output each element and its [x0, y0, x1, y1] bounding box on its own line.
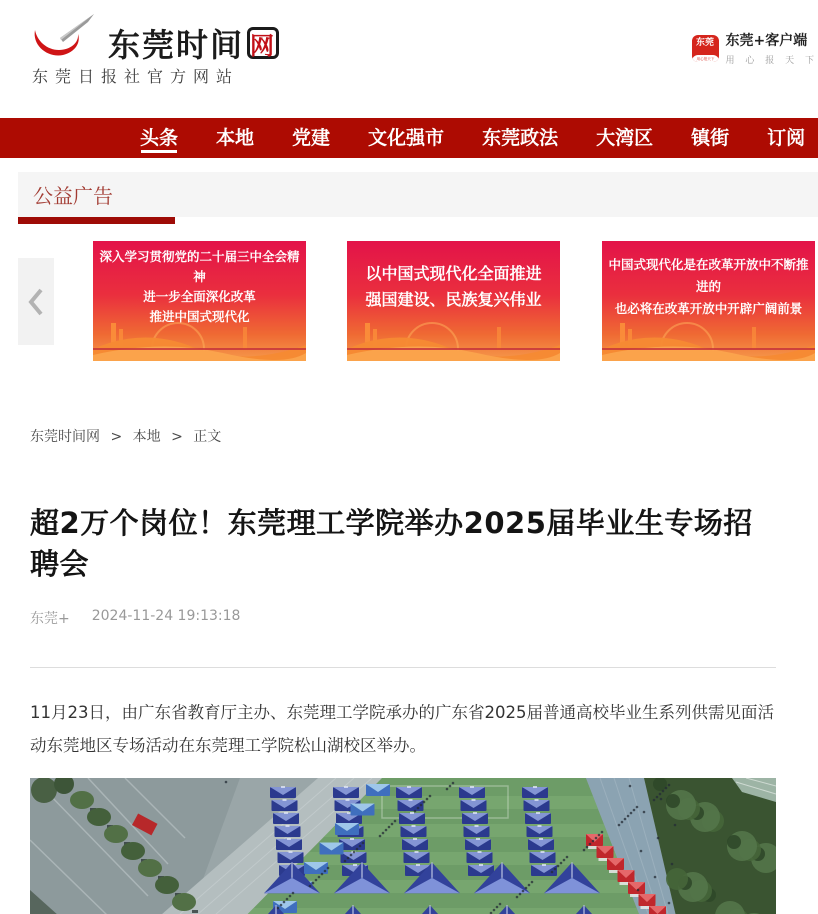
ad-banner-2[interactable]: [347, 241, 560, 361]
main-nav: [0, 118, 818, 158]
banner-1-line-3: 推进中国式现代化: [149, 309, 250, 324]
nav-item-subscribe[interactable]: 订阅: [767, 127, 806, 149]
nav-item-headlines[interactable]: 头条: [140, 118, 178, 158]
nav-item-bay-area[interactable]: 大湾区: [596, 127, 654, 149]
site-header: [0, 0, 818, 118]
app-slogan: 用 心 报 天 下: [725, 56, 818, 66]
app-icon-subtext: 用心报天下: [696, 55, 715, 61]
nav-item-culture[interactable]: 文化强市: [368, 127, 445, 149]
banner-1-line-2: 进一步全面深化改革: [143, 289, 256, 304]
breadcrumb-separator: >: [110, 429, 123, 445]
banner-1-line-1: 深入学习贯彻党的二十届三中全会精神: [99, 249, 300, 284]
article-paragraph: 11月23日，由广东省教育厅主办、东莞理工学院承办的广东省2025届普通高校毕业生系列供需见面活动东莞地区专场活动在东莞理工学院松山湖校区举办。: [30, 703, 774, 755]
ad-section-header: [18, 172, 818, 217]
logo-text-main: 东莞时间: [108, 26, 245, 64]
nav-item-towns[interactable]: 镇街: [691, 127, 730, 149]
breadcrumb-separator: >: [171, 429, 183, 445]
nav-item-party[interactable]: 党建: [292, 127, 331, 149]
nav-item-law[interactable]: 东莞政法: [482, 127, 559, 149]
ad-carousel: [0, 217, 818, 386]
ad-section-title: 公益广告: [33, 184, 113, 208]
chevron-left-icon: [23, 282, 49, 322]
ad-banner-1[interactable]: [93, 241, 306, 361]
app-icon-text: 东莞: [696, 37, 715, 48]
article-title: 超2万个岗位！东莞理工学院举办2025届毕业生专场招聘会: [30, 506, 753, 581]
app-icon: [692, 35, 719, 62]
app-name: 东莞+客户端: [725, 33, 808, 49]
carousel-prev-button[interactable]: [18, 258, 54, 345]
article: [30, 503, 776, 914]
banner-3-line-2: 也必将在改革开放中开辟广阔前景: [614, 301, 803, 316]
article-divider: [30, 667, 776, 668]
article-photo: [30, 778, 776, 914]
banner-2-line-2: 强国建设、民族复兴伟业: [365, 290, 542, 309]
article-timestamp: 2024-11-24 19:13:18: [91, 608, 241, 624]
ad-banner-3[interactable]: [602, 241, 815, 361]
breadcrumb: [30, 426, 818, 445]
banner-3-line-1: 中国式现代化是在改革开放中不断推进的: [608, 257, 809, 294]
logo-swoosh-icon: [30, 12, 100, 60]
article-photo-svg: [30, 778, 776, 914]
banner-2-line-1: 以中国式现代化全面推进: [365, 264, 542, 283]
article-source: 东莞+: [30, 611, 70, 627]
site-tagline: 东莞日报社官方网站: [32, 67, 240, 86]
logo-text: [108, 20, 279, 66]
site-logo[interactable]: [30, 12, 279, 66]
breadcrumb-section[interactable]: 本地: [132, 429, 161, 445]
article-byline: [30, 608, 776, 628]
app-download-badge[interactable]: [692, 30, 818, 66]
nav-item-local[interactable]: 本地: [216, 127, 255, 149]
logo-mark: 网: [247, 27, 279, 59]
breadcrumb-home[interactable]: 东莞时间网: [30, 429, 100, 445]
breadcrumb-current: 正文: [193, 429, 222, 445]
